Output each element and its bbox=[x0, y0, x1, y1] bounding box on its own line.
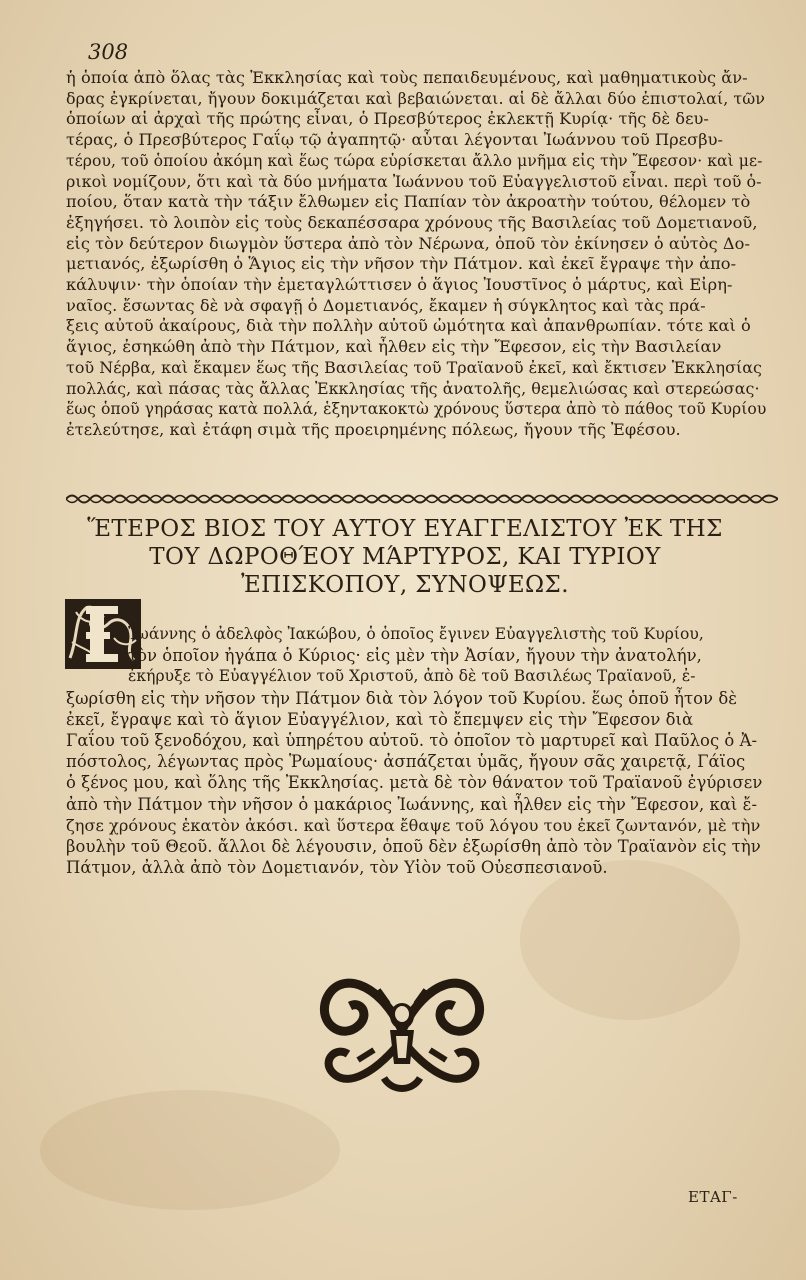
first-block-line: ἐτελεύτησε, καὶ ἐτάφη σιμὰ τῆς προειρημένης πόλεως, ἤγουν τῆς Ἐφέσου. bbox=[66, 419, 681, 439]
paper-stain bbox=[520, 860, 740, 1020]
first-block-line: τοῦ Νέρβα, καὶ ἔκαμεν ἕως τῆς Βασιλείας τοῦ Τραϊανοῦ ἐκεῖ, καὶ ἔκτισεν Ἐκκλησίας bbox=[66, 357, 762, 377]
section-heading bbox=[60, 515, 750, 599]
first-block-line: ὁποίων αἱ ἀρχαὶ τῆς πρώτης εἶναι, ὁ Πρεσβύτερος ἐκλεκτῇ Κυρίᾳ· τῆς δὲ δευ- bbox=[66, 109, 709, 129]
first-block-line: πολλάς, καὶ πάσας τὰς ἄλλας Ἐκκλησίας τῆς ἀνατολῆς, θεμελιώσας καὶ στερεώσας· bbox=[66, 378, 760, 398]
page-number: 308 bbox=[88, 40, 129, 64]
second-block-line: ξωρίσθη εἰς τὴν νῆσον τὴν Πάτμον διὰ τὸν λόγον τοῦ Κυρίου. ἕως ὁποῦ ἦτον δὲ bbox=[66, 688, 738, 708]
first-block-line: ἅγιος, ἐσηκώθη ἀπὸ τὴν Πάτμον, καὶ ἦλθεν εἰς τὴν Ἔφεσον, εἰς τὴν Βασιλείαν bbox=[66, 337, 722, 357]
first-block-line: τέρας, ὁ Πρεσβύτερος Γαΐῳ τῷ ἀγαπητῷ· αὗται λέγονται Ἰωάννου τοῦ Πρεσβυ- bbox=[66, 130, 724, 150]
first-block-line: ξεις αὐτοῦ ἀκαίρους, διὰ τὴν πολλὴν αὐτοῦ ὠμότητα καὶ ἀπανθρωπίαν. τότε καὶ ὁ bbox=[66, 316, 751, 336]
decorative-rule bbox=[66, 490, 778, 508]
first-block-line: ρικοὶ νομίζουν, ὅτι καὶ τὰ δύο μνήματα Ἰωάννου τοῦ Εὐαγγελιστοῦ εἶναι. περὶ τοῦ ὁ- bbox=[66, 171, 762, 191]
second-block-line: πόστολος, λέγωντας πρὸς Ῥωμαίους· ἀσπάζεται ὑμᾶς, ἤγουν σᾶς χαιρετᾷ, Γάϊος bbox=[66, 752, 746, 772]
catchword: ΕΤΑΓ- bbox=[688, 1188, 738, 1206]
second-block-line: Γαΐου τοῦ ξενοδόχου, καὶ ὑπηρέτου αὐτοῦ. τὸ ὁποῖον τὸ μαρτυρεῖ καὶ Παῦλος ὁ Ἀ- bbox=[66, 731, 758, 751]
second-block-line: ἀπὸ τὴν Πάτμον τὴν νῆσον ὁ μακάριος Ἰωάννης, καὶ ἦλθεν εἰς τὴν Ἔφεσον, καὶ ἔ- bbox=[66, 794, 758, 814]
first-block-line: ἡ ὁποία ἀπὸ ὅλας τὰς Ἐκκλησίας καὶ τοὺς πεπαιδευμένους, καὶ μαθηματικοὺς ἄν- bbox=[66, 68, 748, 87]
second-block-line: τὸν ὁποῖον ἠγάπα ὁ Κύριος· εἰς μὲν τὴν Ἀσίαν, ἤγουν τὴν ἀνατολήν, bbox=[128, 646, 702, 666]
first-block-line: δρας ἐγκρίνεται, ἤγουν δοκιμάζεται καὶ βεβαιώνεται. αἱ δὲ ἄλλαι δύο ἐπιστολαί, τῶν bbox=[66, 88, 765, 108]
first-block-line: εἰς τὸν δεύτερον διωγμὸν ὕστερα ἀπὸ τὸν Νέρωνα, ὁποῦ τὸν ἐκίνησεν ὁ αὐτὸς Δο- bbox=[66, 233, 750, 253]
first-block-line: μετιανός, ἐξωρίσθη ὁ Ἅγιος εἰς τὴν νῆσον τὴν Πάτμον. καὶ ἐκεῖ ἔγραψε τὴν ἀπο- bbox=[66, 254, 737, 274]
first-block-line: κάλυψιν· τὴν ὁποίαν τὴν ἐμεταγλώττισεν ὁ ἅγιος Ἰουστῖνος ὁ μάρτυς, καὶ Εἰρη- bbox=[66, 275, 733, 295]
second-block-line: ὁ ξένος μου, καὶ ὅλης τῆς Ἐκκλησίας. μετὰ δὲ τὸν θάνατον τοῦ Τραϊανοῦ ἐγύρισεν bbox=[66, 773, 763, 793]
first-block-line: ναῖος. ἔσωντας δὲ νὰ σφαγῇ ὁ Δομετιανός, ἔκαμεν ἡ σύγκλητος καὶ τὰς πρά- bbox=[66, 295, 706, 315]
second-block-line: ἐκεῖ, ἔγραψε καὶ τὸ ἅγιον Εὐαγγέλιον, καὶ τὸ ἔπεμψεν εἰς τὴν Ἔφεσον διὰ bbox=[66, 709, 694, 729]
first-block-line: ἐξηγήσει. τὸ λοιπὸν εἰς τοὺς δεκαπέσσαρα χρόνους τῆς Βασιλείας τοῦ Δομετιανοῦ, bbox=[66, 212, 758, 232]
heading-line-3: ἘΠΙΣΚΟΠΟΥ, ΣΥΝΟΨΕΩΣ. bbox=[241, 572, 569, 598]
first-text-block bbox=[66, 68, 766, 441]
first-block-line: τέρου, τοῦ ὁποίου ἀκόμη καὶ ἕως τώρα εὑρίσκεται ἄλλο μνῆμα εἰς τὴν Ἔφεσον· καὶ με- bbox=[66, 151, 763, 170]
first-block-line: ἕως ὁποῦ γηράσας κατὰ πολλά, ἑξηντακοκτὼ χρόνους ὕστερα ἀπὸ τὸ πάθος τοῦ Κυρίου bbox=[66, 400, 767, 419]
woodcut-ornament-icon bbox=[318, 960, 486, 1100]
second-block-line: ζησε χρόνους ἑκατὸν ἀκόσι. καὶ ὕστερα ἔθαψε τοῦ λόγου του ἐκεῖ ζωντανόν, μὲ τὴν bbox=[66, 815, 761, 835]
paper-stain bbox=[40, 1090, 340, 1210]
second-text-block bbox=[66, 624, 766, 878]
second-block-line: Πάτμον, ἀλλὰ ἀπὸ τὸν Δομετιανόν, τὸν Υἱὸν τοῦ Οὐεσπεσιανοῦ. bbox=[66, 858, 608, 878]
second-block-line: βουλὴν τοῦ Θεοῦ. ἄλλοι δὲ λέγουσιν, ὁποῦ δὲν ἐξωρίσθη ἀπὸ τὸν Τραϊανὸν εἰς τὴν bbox=[66, 837, 761, 857]
heading-line-2: ΤΟΥ ΔΩΡΟΘΈΟΥ ΜΆΡΤΥΡΟΣ, ΚΑΙ ΤΥΡΙΟΥ bbox=[149, 544, 661, 570]
second-block-line: Ἰωάννης ὁ ἀδελφὸς Ἰακώβου, ὁ ὁποῖος ἔγινεν Εὐαγγελιστὴς τοῦ Κυρίου, bbox=[128, 625, 704, 643]
heading-line-1: ἝΤΕΡΟΣ ΒΙΟΣ ΤΟΥ ΑΥΤΟΥ ΕΥΑΓΓΕΛΙΣΤΟΥ ἘΚ ΤΗΣ bbox=[87, 516, 723, 542]
first-block-line: ποίου, ὅταν κατὰ τὴν τάξιν ἔλθωμεν εἰς Παπίαν τὸν ἀκροατὴν τούτου, θέλομεν τὸ bbox=[66, 192, 751, 212]
second-block-line: ἐκήρυξε τὸ Εὐαγγέλιον τοῦ Χριστοῦ, ἀπὸ δὲ τοῦ Βασιλέως Τραϊανοῦ, ἐ- bbox=[128, 667, 696, 686]
